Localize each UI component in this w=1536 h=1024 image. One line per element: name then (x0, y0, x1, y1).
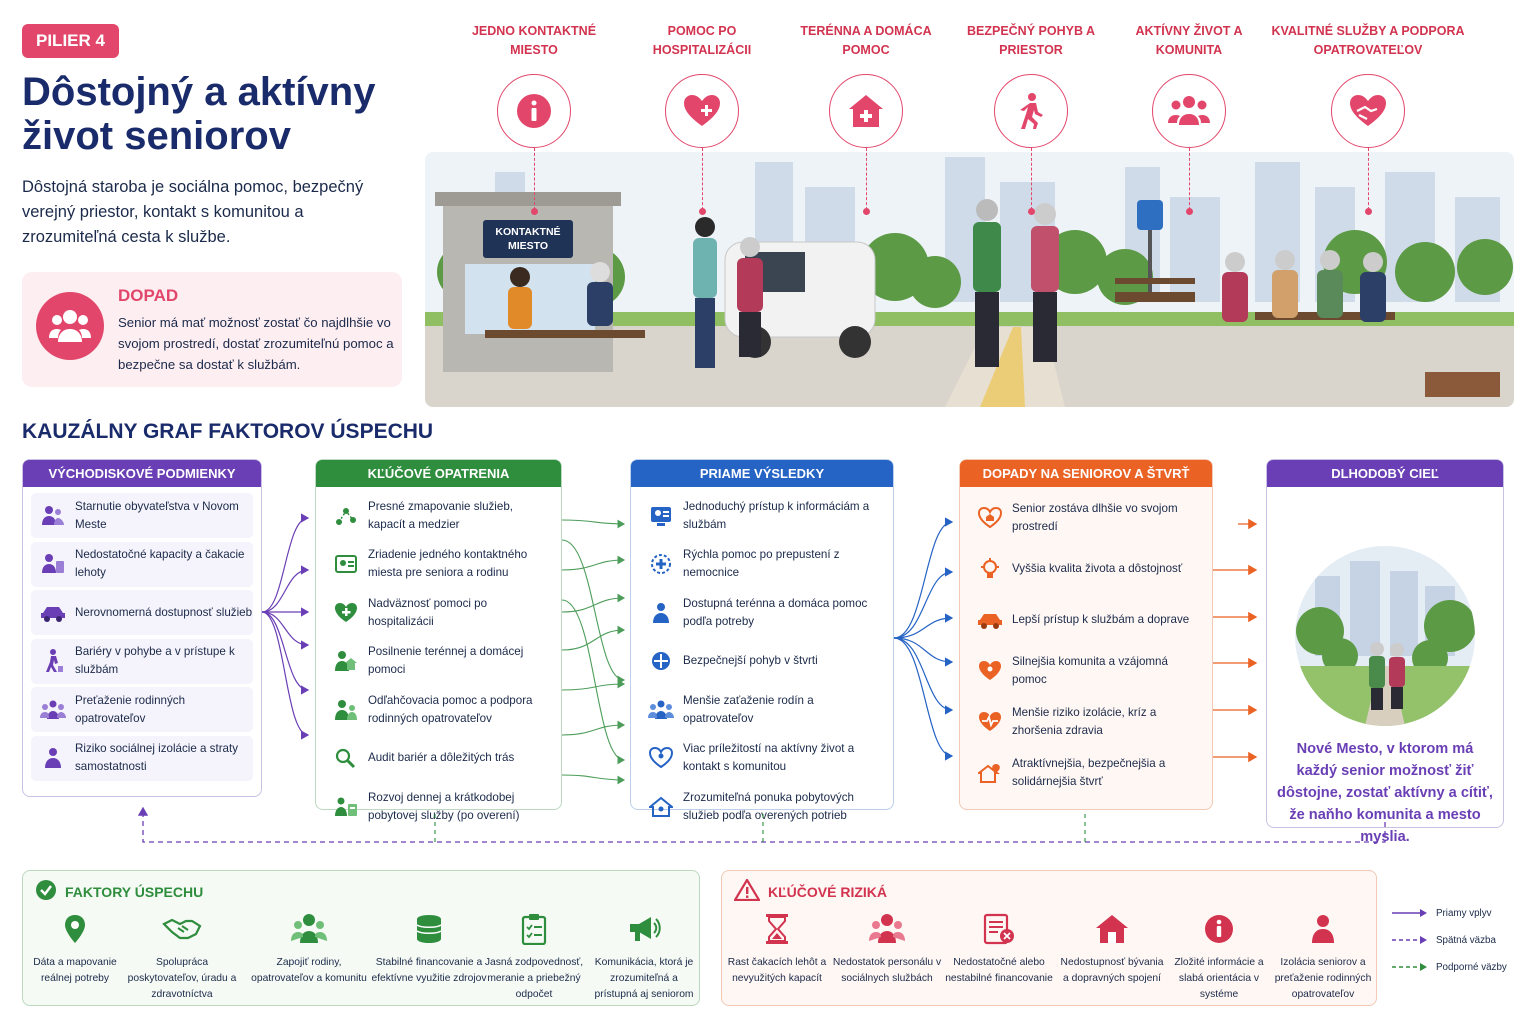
graph-title: KAUZÁLNY GRAF FAKTOROV ÚSPECHU (22, 420, 434, 443)
column-header: KĽÚČOVÉ OPATRENIA (316, 460, 561, 487)
check-circle-icon (35, 879, 57, 904)
success-factor-item: Spolupráca poskytovateľov, úradu a zdravotníctva (125, 909, 239, 1003)
staff-icon (832, 909, 942, 949)
legend-item-support: Podporné väzby (1392, 960, 1507, 974)
list-item: Audit bariér a dôležitých trás (324, 736, 553, 781)
page-subtitle: Dôstojná staroba je sociálna pomoc, bezpečný verejný priestor, kontakt s komunitou a zrozumiteľná cesta k službe. (22, 178, 364, 246)
goal-text: Nové Mesto, v ktorom má každý senior možnosť žiť dôstojne, zostať aktívny a cítiť, že naňho komunita a mesto myslia. (1277, 741, 1493, 845)
list-item: Riziko sociálnej izolácie a straty samostatnosti (31, 736, 253, 781)
info-icon (1166, 909, 1272, 949)
list-item: Silnejšia komunita a vzájomná pomoc (968, 646, 1204, 695)
list-item: Menšie zaťaženie rodín a opatrovateľov (639, 687, 885, 732)
risk-item: Izolácia seniorov a preťaženie rodinných opatrovateľov (1270, 909, 1376, 1003)
hourglass-icon (724, 909, 830, 949)
list-item: Nerovnomerná dostupnosť služieb (31, 590, 253, 635)
list-item: Zrozumiteľná ponuka pobytových služieb podľa overených potrieb (639, 784, 885, 829)
pillar-label: JEDNO KONTAKTNÉ MIESTO (471, 24, 597, 57)
clipboard-icon (479, 909, 589, 949)
list-item: Senior zostáva dlhšie vo svojom prostredí (968, 493, 1204, 542)
list-item: Preťaženie rodinných opatrovateľov (31, 687, 253, 732)
list-item: Posilnenie terénnej a domácej pomoci (324, 639, 553, 684)
list-item: Nedostatočné kapacity a čakacie lehoty (31, 542, 253, 587)
success-factor-item: Dáta a mapovanie reálnej potreby (25, 909, 125, 987)
house-icon (1058, 909, 1166, 949)
pillar-label: TERÉNNA A DOMÁCA POMOC (800, 24, 932, 57)
pillar-label: POMOC PO HOSPITALIZÁCII (652, 24, 752, 57)
list-item: Zriadenie jedného kontaktného miesta pre seniora a rodinu (324, 542, 553, 587)
column-header: VÝCHODISKOVÉ PODMIENKY (23, 460, 261, 487)
success-factor-item: Komunikácia, ktorá je zrozumiteľná a prístupná aj seniorom (589, 909, 699, 1003)
risk-item: Nedostatok personálu v sociálnych službách (832, 909, 942, 987)
list-item: Jednoduchý prístup k informáciám a službám (639, 493, 885, 538)
key-risks-title: KĽÚČOVÉ RIZIKÁ (768, 883, 887, 900)
list-item: Rozvoj dennej a krátkodobej pobytovej služby (po overení) (324, 784, 553, 829)
impact-text: Senior má mať možnosť zostať čo najdlhšie vo svojom prostredí, dostať zrozumiteľnú pomoc a bezpečne sa dostať k službám. (118, 315, 394, 372)
legend-item-feedback: Spätná väzba (1392, 933, 1507, 947)
risk-item: Rast čakacích lehôt a nevyužitých kapacít (724, 909, 830, 987)
success-factor-item: Jasná zodpovednosť, meranie a priebežný odpočet (479, 909, 589, 1003)
list-item: Bariéry v pohybe a v prístupe k službám (31, 639, 253, 684)
warning-icon (734, 879, 760, 904)
svg-text:MIESTO: MIESTO (507, 240, 549, 252)
column-header: DOPADY NA SENIOROV A ŠTVRŤ (960, 460, 1212, 487)
list-item: Menšie riziko izolácie, kríz a zhoršenia zdravia (968, 697, 1204, 746)
pillar-label: KVALITNÉ SLUŽBY A PODPORA OPATROVATEĽOV (1271, 24, 1465, 57)
risk-item: Nedostupnosť bývania a dopravných spojení (1058, 909, 1166, 987)
column-header: PRIAME VÝSLEDKY (631, 460, 893, 487)
legend-item-direct: Priamy vplyv (1392, 906, 1507, 920)
list-item: Viac príležitostí na aktívny život a kontakt s komunitou (639, 736, 885, 781)
megaphone-icon (589, 909, 699, 949)
list-item: Odľahčovacia pomoc a podpora rodinných opatrovateľov (324, 687, 553, 732)
group-icon (249, 909, 369, 949)
risk-item: Nedostatočné alebo nestabilné financovanie (944, 909, 1054, 987)
success-factors-panel (22, 870, 700, 1006)
success-factors-title: FAKTORY ÚSPECHU (65, 883, 204, 900)
list-item: Rýchla pomoc po prepustení z nemocnice (639, 542, 885, 587)
list-item: Vyššia kvalita života a dôstojnosť (968, 544, 1204, 593)
list-item: Bezpečnejší pohyb v štvrti (639, 639, 885, 684)
list-item: Nadväznosť pomoci po hospitalizácii (324, 590, 553, 635)
handshake-icon (125, 909, 239, 949)
coins-icon (369, 909, 489, 949)
legend (1392, 906, 1507, 987)
list-item: Lepší prístup k službám a doprave (968, 595, 1204, 644)
success-factor-item: Stabilné financovanie a efektívne využitie zdrojov (369, 909, 489, 987)
finance-doc-icon (944, 909, 1054, 949)
kiosk-sign: KONTAKTNÉ (495, 226, 561, 238)
pillar-label: AKTÍVNY ŽIVOT A KOMUNITA (1135, 24, 1243, 57)
person-icon (1270, 909, 1376, 949)
column-header: DLHODOBÝ CIEĽ (1267, 460, 1503, 487)
map-pin-icon (25, 909, 125, 949)
list-item: Atraktívnejšia, bezpečnejšia a solidárnejšia štvrť (968, 748, 1204, 797)
success-factor-item: Zapojiť rodiny, opatrovateľov a komunitu (249, 909, 369, 987)
list-item: Dostupná terénna a domáca pomoc podľa potreby (639, 590, 885, 635)
list-item: Presné zmapovanie služieb, kapacít a medzier (324, 493, 553, 538)
pillar-label: BEZPEČNÝ POHYB A PRIESTOR (966, 24, 1096, 57)
risk-item: Zložité informácie a slabá orientácia v systéme (1166, 909, 1272, 1003)
page-title: Dôstojný a aktívny život seniorov (22, 70, 376, 158)
list-item: Starnutie obyvateľstva v Novom Meste (31, 493, 253, 538)
impact-title: DOPAD (118, 286, 179, 305)
pillar-badge: PILIER 4 (22, 24, 119, 58)
key-risks-panel (721, 870, 1377, 1006)
